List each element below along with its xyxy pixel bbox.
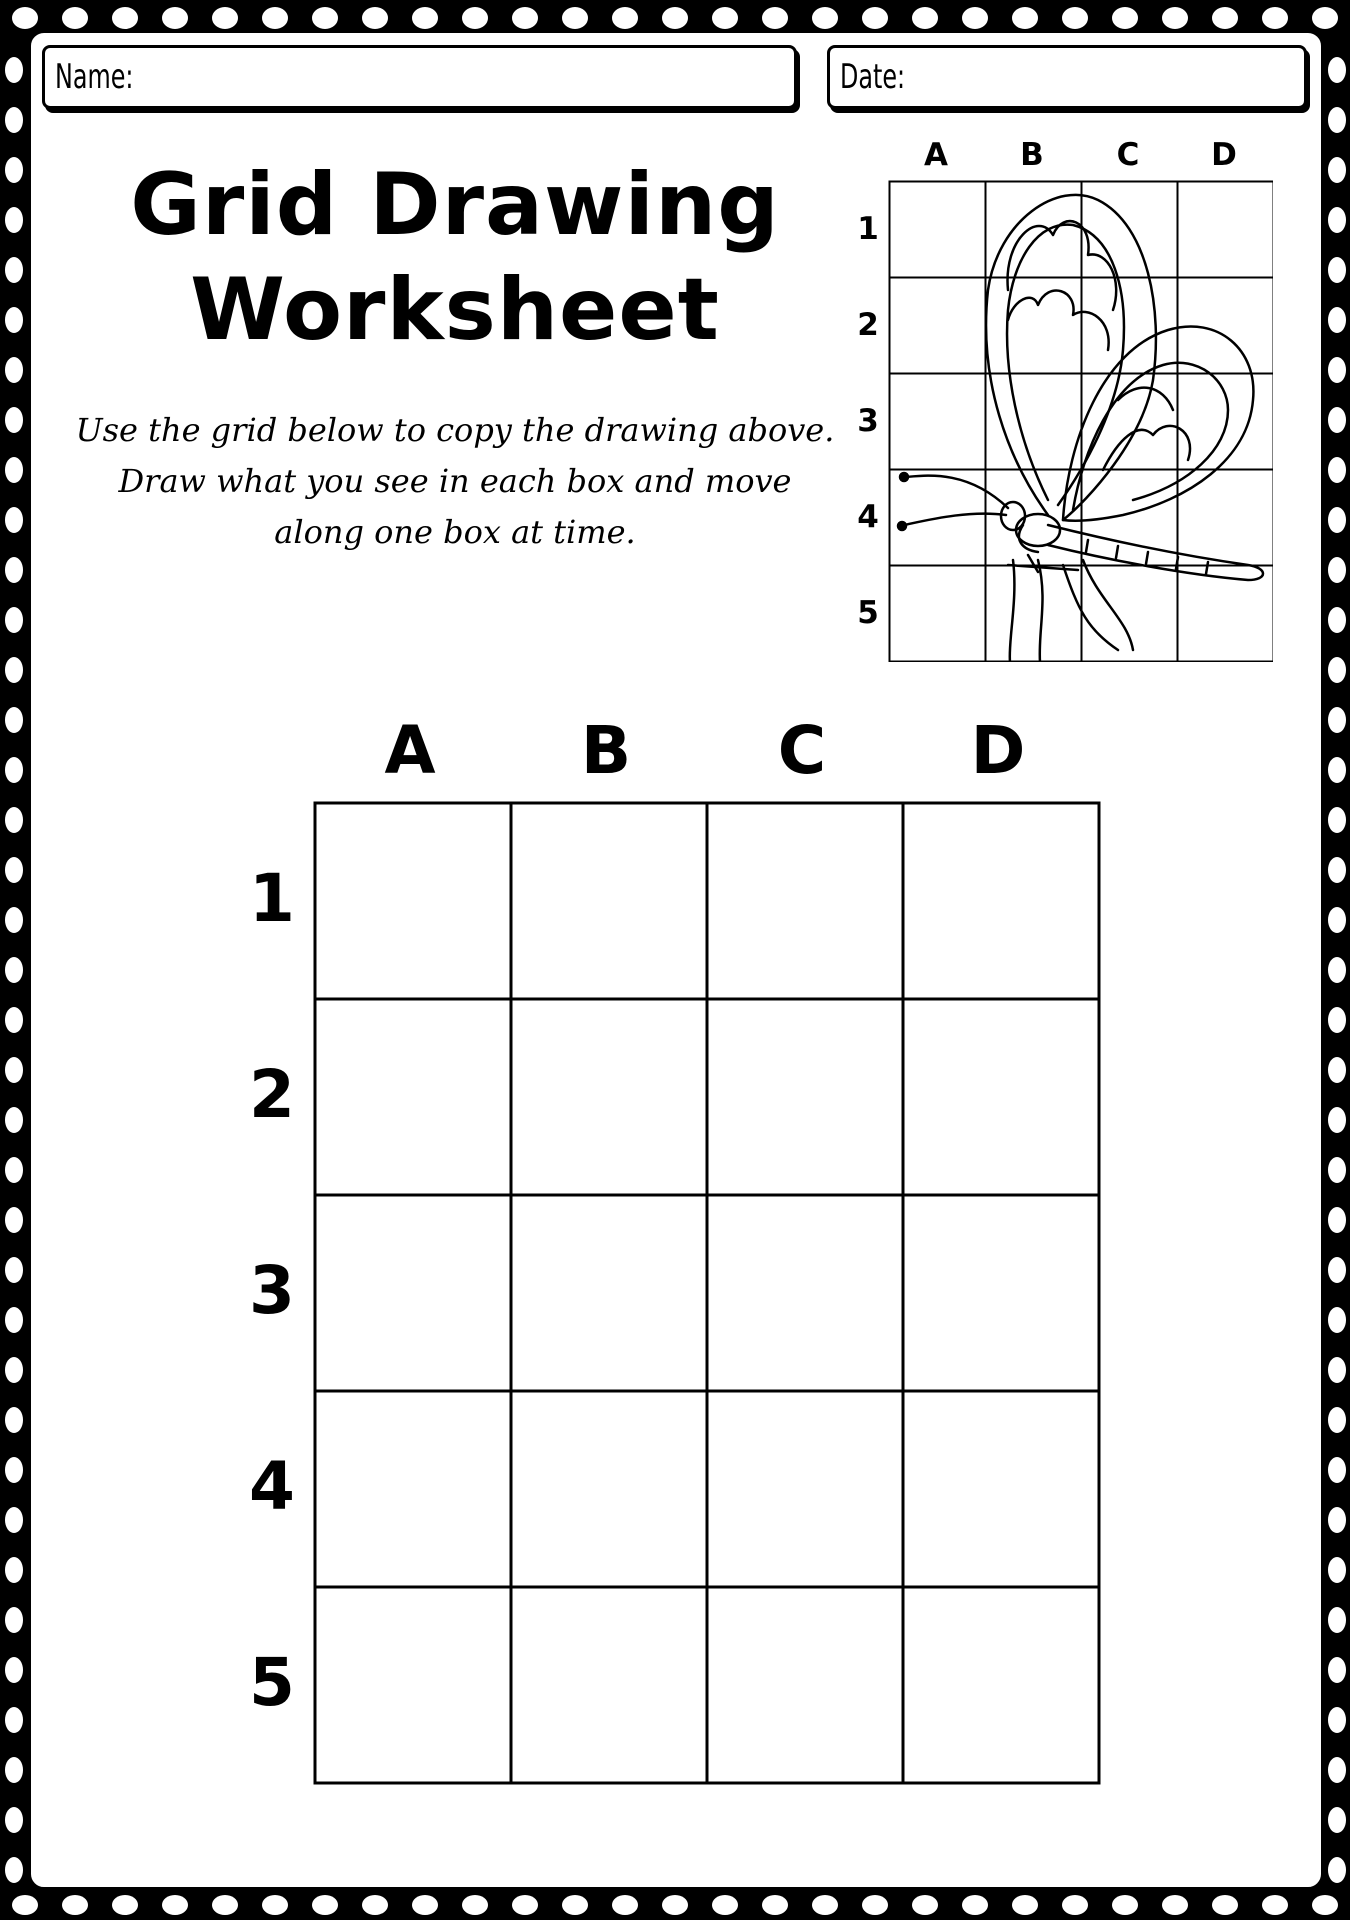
scallop-dot [1012,7,1038,29]
scallop-dot [312,1895,338,1915]
scallop-dot [1328,57,1346,83]
scallop-dot [5,707,23,733]
instructions [60,405,850,558]
scallop-dot [912,1895,938,1915]
scallop-dot [412,7,438,29]
scallop-dot [862,7,888,29]
scallop-dot [1328,157,1346,183]
scallop-dot [562,7,588,29]
drawing-cell-b5[interactable] [511,1587,707,1783]
scallop-dot [1112,7,1138,29]
scallop-dot [5,557,23,583]
reference-col-a: A [924,137,948,173]
scallop-dot [1328,357,1346,383]
scallop-dot [5,57,23,83]
scallop-dot [1328,557,1346,583]
reference-col-c: C [1116,137,1140,173]
scallop-dot [262,7,288,29]
scallop-dot [1312,7,1338,29]
drawing-cell-d4[interactable] [903,1391,1099,1587]
drawing-col-b: B [580,712,632,789]
scallop-dot [5,1457,23,1483]
scallop-dot [5,207,23,233]
scallop-dot [762,7,788,29]
reference-row-1: 1 [857,211,879,247]
scallop-dot [5,1657,23,1683]
scallop-dot [1328,1457,1346,1483]
scallop-dot [662,7,688,29]
scallop-dot [812,1895,838,1915]
scallop-dot [5,1507,23,1533]
scallop-dot [712,7,738,29]
drawing-col-a: A [384,712,436,789]
scallop-dot [1328,707,1346,733]
scallop-dot [762,1895,788,1915]
drawing-row-4: 4 [249,1448,295,1525]
scallop-dot [1328,1007,1346,1033]
scallop-dot [5,307,23,333]
scallop-dot [62,1895,88,1915]
scallop-dot [5,1107,23,1133]
scallop-dot [662,1895,688,1915]
scallop-dot [5,157,23,183]
drawing-cell-d3[interactable] [903,1195,1099,1391]
reference-grid [888,180,1273,662]
drawing-cell-a2[interactable] [315,999,511,1195]
scallop-dot [5,657,23,683]
scallop-dot [1328,107,1346,133]
scallop-dot [112,7,138,29]
reference-cell-a3 [890,374,986,470]
drawing-cell-c5[interactable] [707,1587,903,1783]
reference-row-5: 5 [857,595,879,631]
instructions-line-2: Draw what you see in each box and move [118,462,792,500]
scallop-dot [712,1895,738,1915]
scallop-dot [5,607,23,633]
reference-row-2: 2 [857,307,879,343]
drawing-row-5: 5 [249,1644,295,1721]
scallop-dot [1328,907,1346,933]
scallop-dot [1328,1307,1346,1333]
drawing-cell-a5[interactable] [315,1587,511,1783]
scallop-dot [5,257,23,283]
scallop-dot [412,1895,438,1915]
scallop-dot [112,1895,138,1915]
reference-cell-c3 [1082,374,1178,470]
reference-cell-d4 [1178,470,1274,566]
scallop-dot [5,1607,23,1633]
scallop-dot [1328,1807,1346,1833]
scallop-dot [1328,1407,1346,1433]
drawing-cell-d1[interactable] [903,803,1099,999]
scallop-dot [1328,857,1346,883]
scallop-dot [962,1895,988,1915]
reference-cell-d3 [1178,374,1274,470]
instructions-line-3: along one box at time. [274,513,636,551]
scallop-dot [5,357,23,383]
scallop-dot [1328,1357,1346,1383]
drawing-col-c: C [777,712,827,789]
scallop-dot [1328,307,1346,333]
scallop-dot [912,7,938,29]
scallop-dot [1328,1507,1346,1533]
drawing-cell-c4[interactable] [707,1391,903,1587]
scallop-dot [1328,607,1346,633]
reference-cell-d5 [1178,566,1274,662]
scallop-dot [5,857,23,883]
reference-col-d: D [1211,137,1237,173]
scallop-dot [262,1895,288,1915]
scallop-dot [562,1895,588,1915]
scallop-dot [812,7,838,29]
scallop-dot [5,1307,23,1333]
reference-cell-b2 [986,278,1082,374]
scallop-dot [5,407,23,433]
scallop-dot [62,7,88,29]
drawing-cell-c3[interactable] [707,1195,903,1391]
scallop-dot [212,1895,238,1915]
scallop-dot [5,1007,23,1033]
scallop-dot [5,757,23,783]
scallop-dot [5,1557,23,1583]
scallop-dot [512,7,538,29]
scallop-dot [162,1895,188,1915]
scallop-dot [5,107,23,133]
drawing-row-1: 1 [249,860,295,937]
scallop-dot [5,1257,23,1283]
scallop-dot [862,1895,888,1915]
scallop-dot [462,7,488,29]
scallop-dot [5,1157,23,1183]
scallop-dot [1328,1657,1346,1683]
scallop-dot [612,1895,638,1915]
date-label: Date: [840,57,906,97]
drawing-cell-d2[interactable] [903,999,1099,1195]
scallop-dot [5,1807,23,1833]
drawing-row-3: 3 [249,1252,295,1329]
scallop-dot [5,1357,23,1383]
name-label: Name: [55,57,134,97]
scallop-dot [1328,1707,1346,1733]
scallop-dot [1212,7,1238,29]
instructions-line-1: Use the grid below to copy the drawing above. [75,411,835,449]
scallop-dot [612,7,638,29]
drawing-cell-b4[interactable] [511,1391,707,1587]
scallop-dot [1328,1557,1346,1583]
scallop-dot [1328,757,1346,783]
scallop-dot [1162,1895,1188,1915]
name-field[interactable] [42,45,797,109]
drawing-cell-d5[interactable] [903,1587,1099,1783]
scallop-dot [1262,1895,1288,1915]
reference-cell-a5 [890,566,986,662]
scallop-dot [1312,1895,1338,1915]
drawing-cell-c1[interactable] [707,803,903,999]
reference-cell-a2 [890,278,986,374]
scallop-dot [5,1857,23,1883]
scallop-dot [1328,407,1346,433]
reference-row-3: 3 [857,403,879,439]
drawing-cell-b3[interactable] [511,1195,707,1391]
drawing-col-d: D [970,712,1026,789]
scallop-dot [1328,507,1346,533]
scallop-dot [162,7,188,29]
scallop-dot [1328,1607,1346,1633]
scallop-dot [5,1057,23,1083]
drawing-cell-b2[interactable] [511,999,707,1195]
scallop-dot [362,7,388,29]
scallop-dot [1328,1207,1346,1233]
reference-cell-c5 [1082,566,1178,662]
scallop-dot [1262,7,1288,29]
scallop-dot [12,7,38,29]
scallop-dot [212,7,238,29]
scallop-dot [5,1407,23,1433]
scallop-dot [362,1895,388,1915]
scallop-dot [462,1895,488,1915]
scallop-dot [5,507,23,533]
scallop-dot [312,7,338,29]
scallop-dot [1162,7,1188,29]
scallop-dot [5,1207,23,1233]
reference-col-b: B [1020,137,1044,173]
scallop-dot [5,457,23,483]
reference-row-4: 4 [857,499,879,535]
scallop-dot [1328,957,1346,983]
scallop-dot [1328,207,1346,233]
scallop-dot [1328,1057,1346,1083]
scallop-dot [1328,807,1346,833]
date-field[interactable] [827,45,1307,109]
reference-cell-c2 [1082,278,1178,374]
scallop-dot [1328,657,1346,683]
scallop-dot [1328,1857,1346,1883]
drawing-cell-b1[interactable] [511,803,707,999]
drawing-row-2: 2 [249,1056,295,1133]
scallop-dot [1062,1895,1088,1915]
drawing-cell-c2[interactable] [707,999,903,1195]
page-title-line-1: Grid Drawing [130,155,780,255]
page-title-line-2: Worksheet [190,260,720,360]
scallop-dot [5,1707,23,1733]
scallop-dot [512,1895,538,1915]
drawing-cell-a3[interactable] [315,1195,511,1391]
scallop-dot [1062,7,1088,29]
scallop-dot [1112,1895,1138,1915]
drawing-cell-a1[interactable] [315,803,511,999]
scallop-dot [1328,1257,1346,1283]
scallop-dot [12,1895,38,1915]
drawing-cell-a4[interactable] [315,1391,511,1587]
scallop-dot [962,7,988,29]
scallop-dot [5,807,23,833]
scallop-dot [1212,1895,1238,1915]
scallop-dot [5,957,23,983]
reference-cell-a1 [890,182,986,278]
scallop-dot [1328,1107,1346,1133]
scallop-dot [5,907,23,933]
scallop-dot [1328,1757,1346,1783]
scallop-dot [1328,257,1346,283]
drawing-grid [312,800,1102,1786]
scallop-dot [1328,457,1346,483]
scallop-dot [1328,1157,1346,1183]
scallop-dot [1012,1895,1038,1915]
scallop-dot [5,1757,23,1783]
reference-cell-d1 [1178,182,1274,278]
